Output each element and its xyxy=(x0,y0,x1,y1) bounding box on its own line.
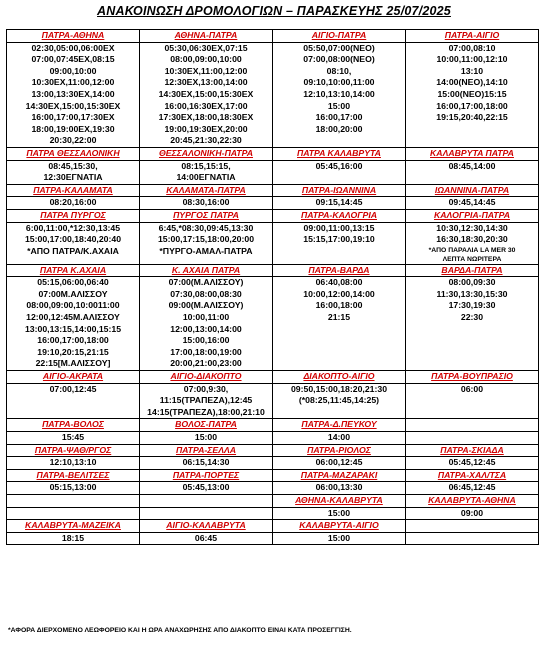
departure-times: 15:00 xyxy=(327,100,351,111)
departure-times: 07:00,08:00(ΝΕΟ) xyxy=(303,54,375,65)
route-name: ΚΑΛΑΒΡΥΤΑ ΠΑΤΡΑ xyxy=(406,147,539,160)
route-name: ΠΑΤΡΑ-ΠΟΡΤΕΣ xyxy=(140,469,273,482)
route-name: ΒΟΛΟΣ-ΠΑΤΡΑ xyxy=(140,419,273,432)
route-name: ΠΑΤΡΑ-ΒΟΥΠΡΑΣΙΟ xyxy=(406,371,539,384)
route-times-row xyxy=(7,160,539,184)
route-times-cell xyxy=(7,532,140,545)
route-times-cell xyxy=(273,197,406,210)
route-name: ΠΑΤΡΑ-ΑΙΓΙΟ xyxy=(406,30,539,43)
route-times-cell xyxy=(7,383,140,419)
route-times-cell xyxy=(7,482,140,495)
departure-times: 15:00 xyxy=(327,532,351,543)
route-times-cell xyxy=(140,42,273,147)
route-name: ΠΑΤΡΑ-ΙΩΑΝΝΙΝΑ xyxy=(273,184,406,197)
departure-times: 06:45 xyxy=(194,532,218,543)
route-name: ΑΙΓΙΟ-ΠΑΤΡΑ xyxy=(273,30,406,43)
departure-times: 08:10, xyxy=(326,65,352,76)
departure-times: 10:00,12:00,14:00 xyxy=(303,288,375,299)
route-header-row xyxy=(7,371,539,384)
route-times-cell xyxy=(406,432,539,445)
departure-times: 07:30,08:00,08:30 xyxy=(170,288,242,299)
departure-times: 20:00,21:00,23:00 xyxy=(170,358,242,369)
route-name: ΠΑΤΡΑ-ΡΙΟΛΟΣ xyxy=(273,444,406,457)
departure-times: 15:00 xyxy=(194,432,218,442)
departure-times: 14:15(ΤΡΑΠΕΖΑ),18:00,21:10 xyxy=(147,406,265,417)
departure-times: 13:00,13:30ΕΧ,14:00 xyxy=(31,88,115,99)
departure-times: 08:20,16:00 xyxy=(49,197,97,208)
departure-times: 16:00,17:00,18:00 xyxy=(436,100,508,111)
departure-times: 09:10,10:00,11:00 xyxy=(303,77,375,88)
departure-times: 05:30,06:30ΕΧ,07:15 xyxy=(164,42,248,53)
schedule-body xyxy=(7,30,539,545)
route-header-row xyxy=(7,444,539,457)
departure-times: 16:00,17:00,18:00 xyxy=(37,335,109,346)
departure-times: 10:30ΕΧ,11:00,12:00 xyxy=(31,77,115,88)
route-times-cell xyxy=(273,507,406,520)
route-name: ΚΑΛΑΒΡΥΤΑ-ΑΙΓΙΟ xyxy=(273,520,406,533)
departure-times: 05:15,13:00 xyxy=(49,482,97,493)
departure-times: 11:15(ΤΡΑΠΕΖΑ),12:45 xyxy=(159,395,253,406)
route-header-row xyxy=(7,520,539,533)
route-name: ΚΑΛΑΜΑΤΑ-ΠΑΤΡΑ xyxy=(140,184,273,197)
route-times-cell xyxy=(7,197,140,210)
departure-times: 6:00,11:00,*12:30,13:45 xyxy=(25,222,121,233)
route-times-cell xyxy=(406,482,539,495)
departure-times: 08:30,16:00 xyxy=(182,197,230,208)
route-times-cell xyxy=(7,507,140,520)
route-times-cell xyxy=(140,507,273,520)
departure-times: 15:00,17:15,18:00,20:00 xyxy=(157,234,255,245)
departure-times: 07:00,9:30, xyxy=(183,383,229,394)
departure-times: 18:00,19:00ΕΧ,19:30 xyxy=(31,123,115,134)
departure-times: 08:45,15:30, xyxy=(48,160,98,171)
route-name: Κ. ΑΧΑΙΑ ΠΑΤΡΑ xyxy=(140,264,273,277)
departure-times: 12:30ΕΓΝΑΤΙΑ xyxy=(43,172,103,183)
route-times-cell xyxy=(140,482,273,495)
route-name xyxy=(7,494,140,507)
departure-times: 15:00,16:00 xyxy=(182,335,230,346)
route-times-cell xyxy=(273,432,406,445)
route-times-cell xyxy=(273,160,406,184)
route-name: ΠΑΤΡΑ-ΚΑΛΟΓΡΙΑ xyxy=(273,209,406,222)
page-title: ΑΝΑΚΟΙΝΩΣΗ ΔΡΟΜΟΛΟΓΙΩΝ – ΠΑΡΑΣΚΕΥΗΣ 25/07/2025 xyxy=(97,4,451,18)
departure-times: 09:00,11:00,13:15 xyxy=(303,222,375,233)
departure-times: 08:00,09:00,10:0011:00 xyxy=(26,300,120,311)
route-header-row xyxy=(7,469,539,482)
departure-times: 05:45,13:00 xyxy=(182,482,230,493)
departure-times: 14:00(ΝΕΟ),14:10 xyxy=(436,77,508,88)
route-times-cell xyxy=(7,277,140,371)
route-times-cell xyxy=(406,160,539,184)
departure-times: 14:00ΕΓΝΑΤΙΑ xyxy=(176,172,236,183)
route-name: ΠΑΤΡΑ-ΒΕΛΙΤΣΕΣ xyxy=(7,469,140,482)
route-times-row xyxy=(7,532,539,545)
route-name: ΙΩΑΝΝΙΝΑ-ΠΑΤΡΑ xyxy=(406,184,539,197)
route-times-cell xyxy=(273,277,406,371)
route-name: ΠΑΤΡΑ-ΣΚΙΑΔΑ xyxy=(406,444,539,457)
departure-times: 16:30,18:30,20:30 xyxy=(436,234,508,245)
departure-times: 19:15,20:40,22:15 xyxy=(436,112,508,123)
schedule-table xyxy=(6,29,539,545)
departure-times: 06:00 xyxy=(460,383,484,394)
route-name: ΑΘΗΝΑ-ΚΑΛΑΒΡΥΤΑ xyxy=(273,494,406,507)
route-times-row xyxy=(7,432,539,445)
route-times-row xyxy=(7,507,539,520)
route-name xyxy=(406,419,539,432)
route-times-cell xyxy=(7,222,140,264)
departure-times: 09:15,14:45 xyxy=(315,197,363,208)
route-name: ΠΑΤΡΑ-Δ.ΠΕΥΚΟΥ xyxy=(273,419,406,432)
departure-times: 09:45,14:45 xyxy=(448,197,496,208)
departure-times: 15:00(ΝΕΟ)15:15 xyxy=(437,88,507,99)
route-name: ΚΑΛΟΓΡΙΑ-ΠΑΤΡΑ xyxy=(406,209,539,222)
route-header-row xyxy=(7,147,539,160)
route-name: ΒΑΡΔΑ-ΠΑΤΡΑ xyxy=(406,264,539,277)
route-times-cell xyxy=(7,42,140,147)
departure-times: *ΑΠΟ ΠΑΤΡΑ/Κ.ΑΧΑΙΑ xyxy=(27,245,119,256)
departure-times: 14:30ΕΧ,15:00,15:30ΕΧ xyxy=(25,100,121,111)
departure-times: 12:10,13:10 xyxy=(49,457,97,468)
departure-times: 14:30ΕΧ,15:00,15:30ΕΧ xyxy=(158,88,254,99)
departure-times: 08:45,14:00 xyxy=(448,160,496,171)
route-times-cell xyxy=(7,160,140,184)
route-times-cell xyxy=(273,457,406,470)
departure-times: 06:45,12:45 xyxy=(448,482,496,493)
departure-times: 07:00,07:45ΕΧ,08:15 xyxy=(31,54,115,65)
departure-times: 12:10,13:10,14:00 xyxy=(303,88,375,99)
route-times-cell xyxy=(140,197,273,210)
route-times-cell xyxy=(273,222,406,264)
departure-times: 06:15,14:30 xyxy=(182,457,230,468)
route-times-cell xyxy=(406,277,539,371)
departure-times: 16:00,17:00 xyxy=(315,112,363,123)
departure-times: 15:00,17:00,18:40,20:40 xyxy=(24,234,122,245)
departure-times: *ΑΠΟ ΠΑΡΑΛΙΑ LA MER 30 xyxy=(428,246,516,254)
departure-times: 07:00(Μ.ΑΛΙΣΣΟΥ) xyxy=(168,277,244,288)
route-header-row xyxy=(7,264,539,277)
departure-times: 17:00,18:00,19:00 xyxy=(170,346,242,357)
route-times-cell xyxy=(140,160,273,184)
departure-times: 11:30,13:30,15:30 xyxy=(436,288,508,299)
departure-times: 06:00,12:45 xyxy=(315,457,363,468)
departure-times: 12:00,12:45Μ.ΑΛΙΣΣΟΥ xyxy=(26,312,120,323)
route-times-cell xyxy=(406,507,539,520)
departure-times: 10:30ΕΧ,11:00,12:00 xyxy=(164,65,248,76)
route-times-row xyxy=(7,277,539,371)
route-name: ΑΙΓΙΟ-ΚΑΛΑΒΡΥΤΑ xyxy=(140,520,273,533)
departure-times: 15:00 xyxy=(327,507,351,518)
route-name: ΠΑΤΡΑ-ΣΕΛΛΑ xyxy=(140,444,273,457)
route-name: ΘΕΣΣΑΛΟΝΙΚΗ-ΠΑΤΡΑ xyxy=(140,147,273,160)
route-name: ΑΘΗΝΑ-ΠΑΤΡΑ xyxy=(140,30,273,43)
departure-times: 02:30,05:00,06:00ΕΧ xyxy=(31,42,115,53)
route-times-row xyxy=(7,383,539,419)
route-times-row xyxy=(7,222,539,264)
route-times-cell xyxy=(406,383,539,419)
route-times-row xyxy=(7,457,539,470)
route-header-row xyxy=(7,209,539,222)
route-times-row xyxy=(7,482,539,495)
route-header-row xyxy=(7,419,539,432)
route-name: ΠΑΤΡΑ-ΜΑΖΑΡΑΚΙ xyxy=(273,469,406,482)
route-name xyxy=(406,520,539,533)
route-times-cell xyxy=(273,42,406,147)
route-name xyxy=(140,494,273,507)
route-header-row xyxy=(7,30,539,43)
departure-times: 05:45,12:45 xyxy=(448,457,496,468)
departure-times: 08:00,09:30 xyxy=(448,277,496,288)
route-times-cell xyxy=(273,383,406,419)
route-name: ΠΑΤΡΑ ΘΕΣΣΑΛΟΝΙΚΗ xyxy=(7,147,140,160)
route-name: ΑΙΓΙΟ-ΔΙΑΚΟΠΤΟ xyxy=(140,371,273,384)
route-times-cell xyxy=(140,457,273,470)
route-times-cell xyxy=(7,432,140,445)
departure-times: 14:00 xyxy=(327,432,351,442)
departure-times: 16:00,18:00 xyxy=(315,300,363,311)
route-times-row xyxy=(7,197,539,210)
route-times-cell xyxy=(140,277,273,371)
departure-times: 05:45,16:00 xyxy=(315,160,363,171)
departure-times: 19:00,19:30ΕΧ,20:00 xyxy=(164,123,248,134)
departure-times: 07:00,08:10 xyxy=(448,42,496,53)
route-name: ΠΑΤΡΑ-ΧΑΛ/ΤΣΑ xyxy=(406,469,539,482)
departure-times: 09:00 xyxy=(460,507,484,518)
departure-times: 17:30,19:30 xyxy=(448,300,496,311)
departure-times: 06:00,13:30 xyxy=(315,482,363,493)
route-name: ΠΑΤΡΑ-ΒΑΡΔΑ xyxy=(273,264,406,277)
departure-times: 06:40,08:00 xyxy=(315,277,363,288)
departure-times: 10:30,12:30,14:30 xyxy=(436,222,508,233)
departure-times: 20:30,22:00 xyxy=(49,135,97,146)
departure-times: 17:30ΕΧ,18:00,18:30ΕΧ xyxy=(158,112,254,123)
route-name: ΠΑΤΡΑ ΚΑΛΑΒΡΥΤΑ xyxy=(273,147,406,160)
departure-times: 12:00,13:00,14:00 xyxy=(170,323,242,334)
route-name: ΔΙΑΚΟΠΤΟ-ΑΙΓΙΟ xyxy=(273,371,406,384)
route-name: ΠΑΤΡΑ Κ.ΑΧΑΙΑ xyxy=(7,264,140,277)
route-name: ΠΥΡΓΟΣ ΠΑΤΡΑ xyxy=(140,209,273,222)
route-name: ΚΑΛΑΒΡΥΤΑ-ΑΘΗΝΑ xyxy=(406,494,539,507)
departure-times: 15:15,17:00,19:10 xyxy=(303,234,375,245)
route-name: ΠΑΤΡΑ-ΑΘΗΝΑ xyxy=(7,30,140,43)
departure-times: 22:15[Μ.ΑΛΙΣΣΟΥ] xyxy=(35,358,111,369)
route-times-cell xyxy=(273,482,406,495)
route-times-cell xyxy=(140,432,273,445)
route-name: ΑΙΓΙΟ-ΑΚΡΑΤΑ xyxy=(7,371,140,384)
footnote: *ΑΦΟΡΑ ΔΙΕΡΧΟΜΕΝΟ ΛΕΩΦΟΡΕΙΟ ΚΑΙ Η ΩΡΑ ΑΝΑΧΩΡΗΣΗΣ ΑΠΟ ΔΙΑΚΟΠΤΟ ΕΙΝΑΙ ΚΑΤΑ ΠΡΟΣΕΓΓΙΣΗ. xyxy=(8,627,352,634)
departure-times: 08:00,09:00,10:00 xyxy=(170,54,242,65)
departure-times: 16:00,16:30ΕΧ,17:00 xyxy=(164,100,248,111)
route-name: ΠΑΤΡΑ ΠΥΡΓΟΣ xyxy=(7,209,140,222)
departure-times: 20:45,21:30,22:30 xyxy=(170,135,242,146)
route-times-cell xyxy=(273,532,406,545)
departure-times: *ΠΥΡΓΟ-ΑΜΑΛ-ΠΑΤΡΑ xyxy=(159,245,253,256)
route-header-row xyxy=(7,184,539,197)
departure-times: ΛΕΠΤΑ ΝΩΡΙΤΕΡΑ xyxy=(442,255,502,263)
route-times-cell xyxy=(7,457,140,470)
departure-times: 15:45 xyxy=(61,432,85,442)
departure-times: 07:00Μ.ΑΛΙΣΣΟΥ xyxy=(38,288,108,299)
departure-times: 16:00,17:00,17:30ΕΧ xyxy=(31,112,115,123)
departure-times: 12:30ΕΧ,13:00,14:00 xyxy=(164,77,248,88)
route-times-cell xyxy=(140,532,273,545)
departure-times: 08:15,15:15, xyxy=(181,160,231,171)
departure-times: 05:15,06:00,06:40 xyxy=(37,277,109,288)
departure-times: 18:15 xyxy=(61,532,85,543)
route-times-cell xyxy=(140,383,273,419)
route-times-row xyxy=(7,42,539,147)
departure-times: 09:50,15:00,18:20,21:30 xyxy=(290,383,388,394)
departure-times: 22:30 xyxy=(460,312,484,323)
departure-times: 18:00,20:00 xyxy=(315,123,363,134)
departure-times: 09:00,10:00 xyxy=(49,65,97,76)
route-header-row xyxy=(7,494,539,507)
route-times-cell xyxy=(406,42,539,147)
route-name: ΚΑΛΑΒΡΥΤΑ-ΜΑΖΕΙΚΑ xyxy=(7,520,140,533)
departure-times: 13:00,13:15,14:00,15:15 xyxy=(24,323,122,334)
departure-times: 6:45,*08:30,09:45,13:30 xyxy=(158,222,254,233)
departure-times: 19:10,20:15,21:15 xyxy=(37,346,109,357)
departure-times: 09:00(Μ.ΑΛΙΣΣΟΥ) xyxy=(168,300,244,311)
route-name: ΠΑΤΡΑ-ΨΑΘ/ΡΓΟΣ xyxy=(7,444,140,457)
route-name: ΠΑΤΡΑ-ΚΑΛΑΜΑΤΑ xyxy=(7,184,140,197)
route-name: ΠΑΤΡΑ-ΒΟΛΟΣ xyxy=(7,419,140,432)
departure-times: 05:50,07:00(ΝΕΟ) xyxy=(303,42,375,53)
route-times-cell xyxy=(406,197,539,210)
departure-times: 10:00,11:00 xyxy=(182,312,230,323)
departure-times: 10:00,11:00,12:10 xyxy=(436,54,508,65)
route-times-cell xyxy=(140,222,273,264)
departure-times: 13:10 xyxy=(460,65,484,76)
departure-times: (*08:25,11:45,14:25) xyxy=(298,395,380,406)
departure-times: 21:15 xyxy=(327,312,351,323)
route-times-cell xyxy=(406,222,539,264)
route-times-cell xyxy=(406,532,539,545)
route-times-cell xyxy=(406,457,539,470)
departure-times: 07:00,12:45 xyxy=(49,383,97,394)
